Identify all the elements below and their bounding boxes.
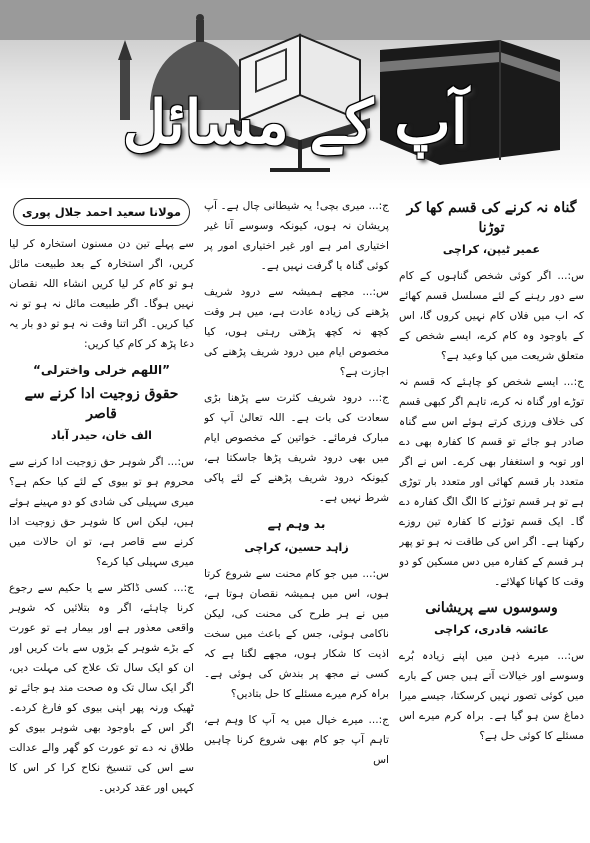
answer-text: ج:... میرے خیال میں یہ آپ کا وہم ہے، تاہم آپ جو کام بھی شروع کرنا چاہیں اس [204, 714, 389, 766]
article-columns [8, 196, 584, 836]
asker-name: الف خان، حیدر آباد [51, 429, 152, 442]
answer-text: سے پہلے تین دن مسنون استخارہ کر لیا کریں، اگر استخارہ کے بعد طبیعت مائل ہو تو کام کر لیا کریں انشاء اللہ نقصان نہیں ہوگا۔ اگر طبیعت مائل نہ ہو تو نہ کیا کریں۔ اگر اتنا وقت نہ ہو تو دو بار یہ دعا پڑھ کر کام کیا کریں: [9, 238, 194, 350]
column-middle [204, 196, 389, 836]
answer-text: ج:... کسی ڈاکٹر سے یا حکیم سے رجوع کرنا چاہئے، اگر وہ بتلائیں کہ شوہر واقعی معذور ہے اور بیمار ہے تو عورت کے بڑے شوہر کے بڑوں سے بات کریں اور ان کو ایک سال تک علاج کی مہلت دیں، اگر ایک سال تک وہ صحت مند ہو جائے تو ٹھیک ورنہ پھر اپنی بیوی کو فارغ کردے۔ اگر اس کے باوجود بھی شوہر بیوی کو طلاق نہ دے تو عورت کو گھر والے عدالت سے اس کی تنسیخ نکاح کرا کر اس کا کہیں اور عقد کردیں۔ [9, 582, 194, 794]
question-text: س:... اگر شوہر حق زوجیت ادا کرنے سے محروم ہو تو بیوی کے لئے کیا حکم ہے؟ میری سہیلی کی شادی کو دو مہینے ہوئے ہیں، لیکن اس کا شوہر حق زوجیت ادا کرنے سے قاصر ہے، تو ان حالات میں میری سہیلی کیا کرے؟ [9, 456, 194, 568]
page-title: آپ کے مسائل [122, 88, 468, 158]
answer-text: ج:... ایسے شخص کو چاہئے کہ قسم نہ توڑے اور گناہ نہ کرے، تاہم اگر کبھی قسم کی خلاف ورزی کرتے ہوئے اس سے گناہ صادر ہو جائے تو قسم کا کفارہ بھی دے اور توبہ و استغفار بھی کرے۔ اس نے اگر متعدد بار قسم کھائی اور متعدد بار توڑی ہے تو ہر قسم توڑنے کا الگ الگ کفارہ دے گا۔ ایک قسم توڑنے کا کفارہ تین روزے رکھنا ہے۔ اگر اس کی طاقت نہ ہو تو پھر ہر قسم کے کفارہ میں دس مسکین کو دو وقت کا کھانا کھلائے۔ [399, 376, 584, 588]
asker-name: عمیر ٹیپن، کراچی [442, 243, 541, 256]
column-right [399, 196, 584, 836]
dua-text: ”اللھم خرلی واخترلی“ [33, 363, 170, 377]
question-text: س:... اگر کوئی شخص گناہوں کے کام سے دور رہنے کے لئے مسلسل قسم کھائے کہ اب میں فلاں کام نہیں کروں گا، اس کے باوجود وہ کام کرے، ایسے شخص کے متعلق شریعت میں کیا وعید ہے؟ [399, 270, 584, 362]
asker-name: زاہد حسین، کراچی [244, 541, 349, 554]
answer-text: ج:... درود شریف کثرت سے پڑھنا بڑی سعادت کی بات ہے۔ اللہ تعالیٰ آپ کو مبارک فرمائے۔ خواتین کے مخصوص ایام میں بھی درود شریف پڑھا جاسکتا ہے، کیونکہ درود شریف پڑھنے کے لئے پاکی شرط نہیں ہے۔ [204, 392, 389, 504]
question-text: س:... میرے ذہن میں اپنے زیادہ بُرے وسوسے اور خیالات آتے ہیں جس کے بارے میں کوئی تصور نہیں کرسکتا، جیسے میرا دماغ سن ہو گیا ہے۔ براہ کرم میرے اس مسئلے کا کوئی حل ہے؟ [399, 650, 584, 742]
asker-name: عائشہ قادری، کراچی [434, 623, 549, 636]
question-heading: بد وہم ہے [267, 517, 326, 531]
header-banner [0, 0, 590, 190]
question-heading: حقوق زوجیت ادا کرنے سے قاصر [24, 386, 179, 422]
question-text: س:... میں جو کام محنت سے شروع کرتا ہوں، اس میں ہمیشہ نقصان ہوتا ہے، میں نے ہر طرح کی محنت کی، لیکن ناکامی ہوئی، جس کے باعث میں سخت اذیت کا شکار ہوں، مجھے لگتا ہے کہ کسی نے مجھ پر بندش کی ہوئی ہے۔ براہ کرم میرے مسئلے کا حل بتادیں؟ [204, 568, 389, 700]
question-heading: گناہ نہ کرنے کی قسم کھا کر توڑنا [406, 200, 577, 236]
question-text: س:... مجھے ہمیشہ سے درود شریف پڑھنے کی زیادہ عادت ہے، میں ہر وقت کچھ نہ کچھ پڑھتی رہتی ہوں، کیا مخصوص ایام میں درود شریف پڑھنے کی اجازت ہے؟ [204, 286, 389, 378]
author-byline: مولانا سعید احمد جلال پوری [13, 198, 190, 226]
answer-text: ج:... میری بچی! یہ شیطانی چال ہے۔ آپ پریشان نہ ہوں، کیونکہ وسوسے آنا غیر اختیاری امر ہے اور غیر اختیاری امور پر کوئی گناہ یا گرفت نہیں ہے۔ [204, 200, 389, 272]
column-left [9, 196, 194, 836]
question-heading: وسوسوں سے پریشانی [425, 600, 558, 616]
